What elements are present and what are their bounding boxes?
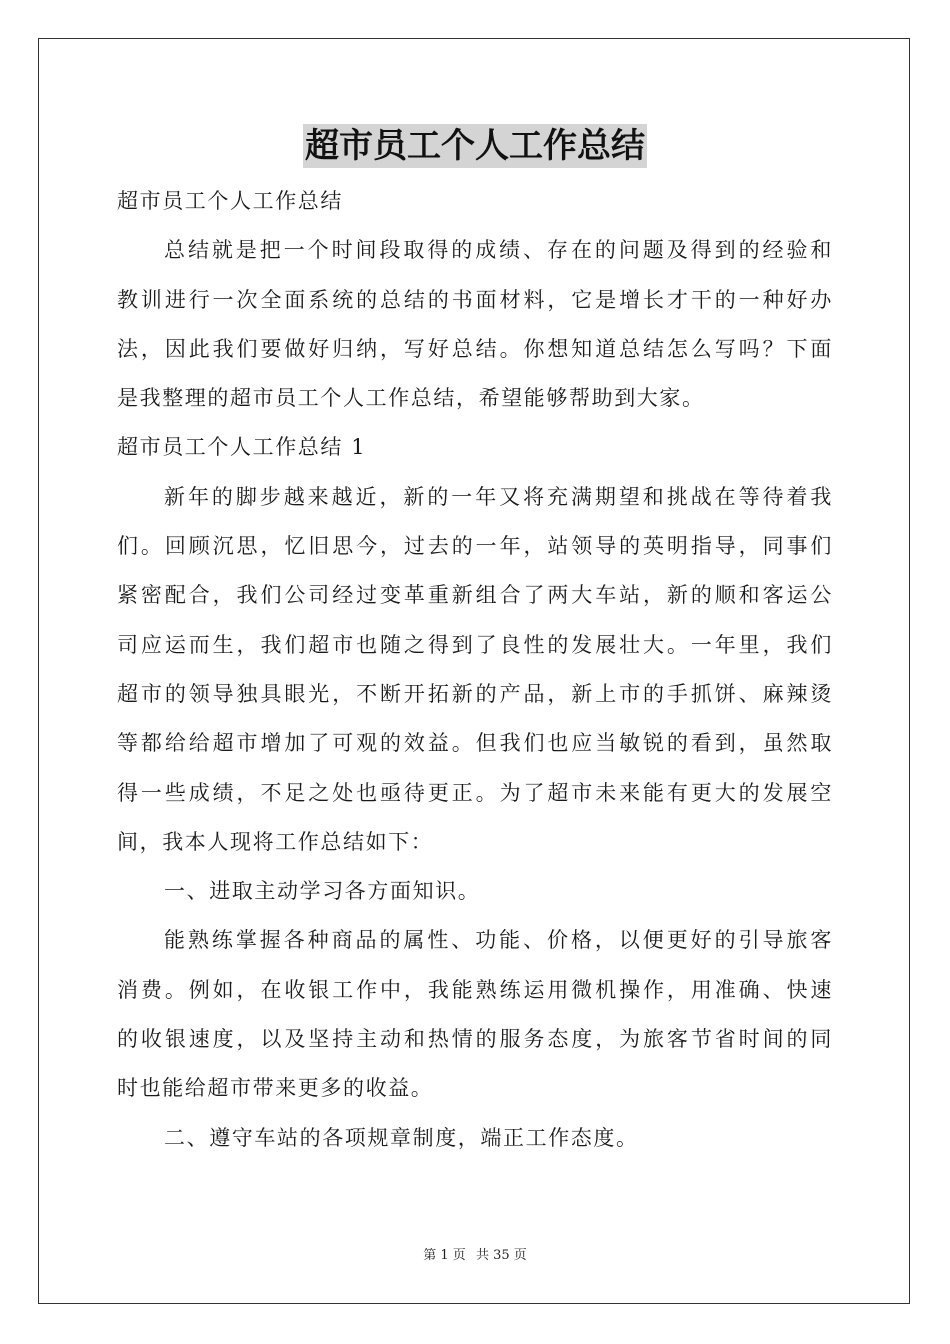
document-body <box>117 177 833 1163</box>
text-line: 的收银速度，以及坚持主动和热情的服务态度，为旅客节省时间的同 <box>117 1027 833 1052</box>
page-total: 共 35 页 <box>475 1248 527 1263</box>
text-line: 法，因此我们要做好归纳，写好总结。你想知道总结怎么写吗？下面 <box>117 336 833 361</box>
text-line: 得一些成绩，不足之处也亟待更正。为了超市未来能有更大的发展空 <box>117 780 833 805</box>
page-number: 第 1 页 <box>423 1248 466 1263</box>
text-line: 是我整理的超市员工个人工作总结，希望能够帮助到大家。 <box>117 386 705 411</box>
text-line: 消费。例如，在收银工作中，我能熟练运用微机操作，用准确、快速 <box>117 977 833 1002</box>
text-line: 总结就是把一个时间段取得的成绩、存在的问题及得到的经验和 <box>164 238 833 263</box>
text-line: 间，我本人现将工作总结如下： <box>117 829 434 854</box>
text-line: 时也能给超市带来更多的收益。 <box>117 1076 434 1101</box>
text-line: 超市员工个人工作总结 1 <box>117 435 367 460</box>
text-line: 司应运而生，我们超市也随之得到了良性的发展壮大。一年里，我们 <box>117 632 833 657</box>
text-line: 能熟练掌握各种商品的属性、功能、价格，以便更好的引导旅客 <box>164 928 833 953</box>
text-line: 们。回顾沉思，忆旧思今，过去的一年，站领导的英明指导，同事们 <box>117 534 833 559</box>
page-footer <box>0 1247 950 1265</box>
text-line: 新年的脚步越来越近，新的一年又将充满期望和挑战在等待着我 <box>164 484 833 509</box>
text-line: 教训进行一次全面系统的总结的书面材料，它是增长才干的一种好办 <box>117 287 833 312</box>
text-line: 一、进取主动学习各方面知识。 <box>164 879 481 904</box>
text-line: 等都给给超市增加了可观的效益。但我们也应当敏锐的看到，虽然取 <box>117 731 833 756</box>
text-line: 超市员工个人工作总结 <box>117 189 343 213</box>
text-line: 二、遵守车站的各项规章制度，端正工作态度。 <box>164 1125 639 1150</box>
title-container <box>0 124 950 168</box>
text-line: 紧密配合，我们公司经过变革重新组合了两大车站，新的顺和客运公 <box>117 583 833 608</box>
text-line: 超市的领导独具眼光，不断开拓新的产品，新上市的手抓饼、麻辣烫 <box>117 681 833 706</box>
document-title: 超市员工个人工作总结 <box>305 126 645 166</box>
